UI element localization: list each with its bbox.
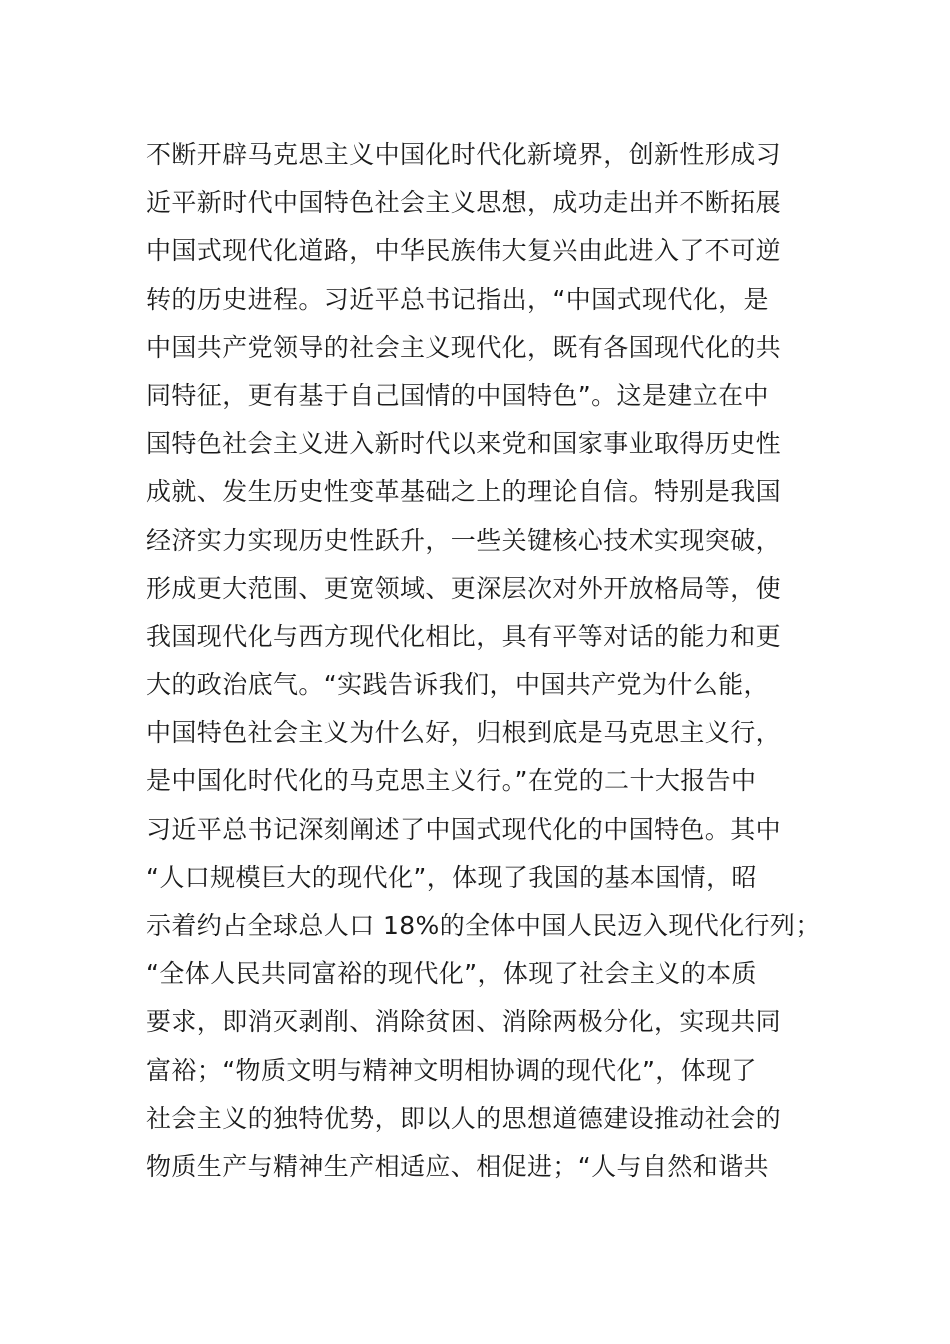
body-paragraph (146, 131, 826, 1191)
text-line: “全体人民共同富裕的现代化”，体现了社会主义的本质 (146, 959, 757, 989)
text-line: 中国式现代化道路，中华民族伟大复兴由此进入了不可逆 (146, 236, 782, 266)
text-line: 同特征，更有基于自己国情的中国特色”。这是建立在中 (146, 380, 769, 410)
text-line: 社会主义的独特优势，即以人的思想道德建设推动社会的 (146, 1103, 782, 1133)
text-line: 国特色社会主义进入新时代以来党和国家事业取得历史性 (146, 429, 782, 459)
text-line: 是中国化时代化的马克思主义行。”在党的二十大报告中 (146, 766, 757, 796)
text-line: 物质生产与精神生产相适应、相促进；“人与自然和谐共 (146, 1151, 769, 1181)
text-line: 大的政治底气。“实践告诉我们，中国共产党为什么能， (146, 670, 769, 700)
text-line: 形成更大范围、更宽领域、更深层次对外开放格局等，使 (146, 573, 782, 603)
text-line: 转的历史进程。习近平总书记指出，“中国式现代化，是 (146, 284, 769, 314)
text-line: 示着约占全球总人口 18%的全体中国人民迈入现代化行列； (146, 911, 821, 940)
text-line: 中国共产党领导的社会主义现代化，既有各国现代化的共 (146, 332, 782, 362)
text-line: 习近平总书记深刻阐述了中国式现代化的中国特色。其中 (146, 814, 782, 844)
text-line: 要求，即消灭剥削、消除贫困、消除两极分化，实现共同 (146, 1007, 782, 1037)
text-line: “人口规模巨大的现代化”，体现了我国的基本国情，昭 (146, 862, 757, 892)
text-line: 成就、发生历史性变革基础之上的理论自信。特别是我国 (146, 477, 782, 507)
text-line: 不断开辟马克思主义中国化时代化新境界，创新性形成习 (146, 140, 782, 169)
text-line: 经济实力实现历史性跃升，一些关键核心技术实现突破， (146, 525, 782, 555)
text-line: 我国现代化与西方现代化相比，具有平等对话的能力和更 (146, 621, 782, 651)
text-line: 富裕；“物质文明与精神文明相协调的现代化”，体现了 (146, 1055, 757, 1085)
text-line: 中国特色社会主义为什么好，归根到底是马克思主义行， (146, 718, 782, 748)
text-line: 近平新时代中国特色社会主义思想，成功走出并不断拓展 (146, 188, 782, 218)
